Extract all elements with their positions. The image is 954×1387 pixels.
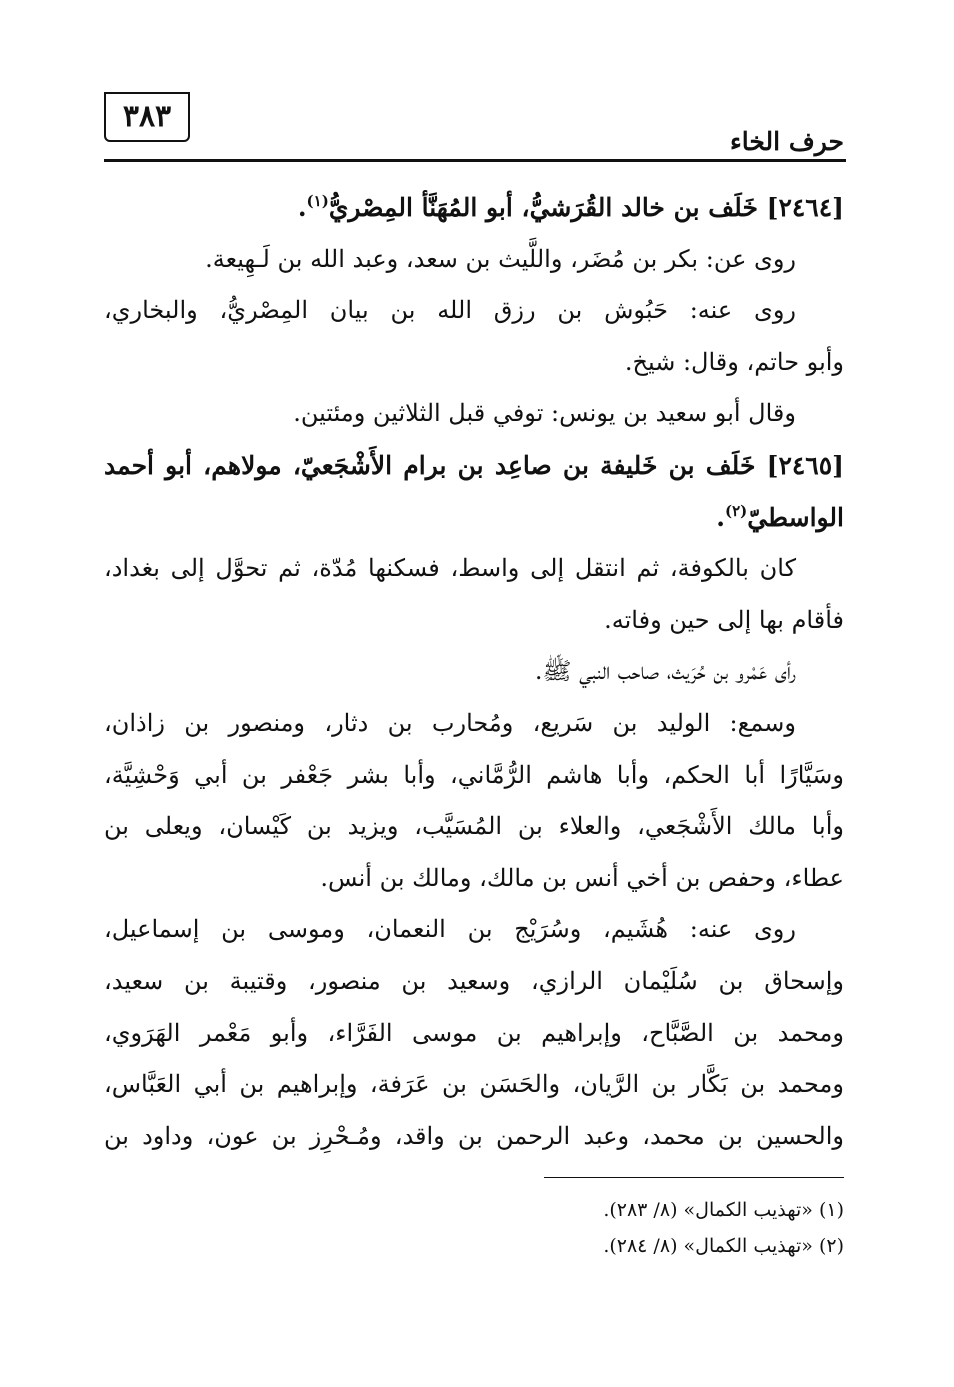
running-header-title: حرف الخاء [730,127,844,156]
entry-2465-narrators-line-3: ومحمد بن الصَّبَّاح، وإبراهيم بن موسى الفَرَّاء، وأبو مَعْمر الهَرَوي، [104,1018,844,1047]
footnote-2: (٢) «تهذيب الكمال» (٨/ ٢٨٤). [603,1235,844,1257]
footnote-mark-2: (٢) [725,501,748,520]
entry-2464-narrators-line-2: وأبو حاتم، وقال: شيخ. [624,347,844,376]
entry-2464-heading [104,182,844,234]
entry-2464-heading-text: [٢٤٦٤] خَلَف بن خالد القُرَشيُّ، أبو المُهَنَّأ المِصْريُّ [328,193,844,222]
entry-2464-death-note: وقال أبو سعيد بن يونس: توفي قبل الثلاثين ومئتين. [293,399,796,428]
page-number-box: ٣٨٣ [104,92,190,142]
entry-2465-heading-period: . [716,502,725,532]
header-rule [104,159,846,162]
entry-2464-heading-period: . [297,193,307,222]
entry-2465-heard-line-2: وسَيَّارًا أبا الحكم، وأبا هاشم الرُّمَّاني، وأبا بشر جَعْفر بن أبي وَحْشِيَّة، [104,760,844,789]
entry-2465-narrators-line-1: روى عنه: هُشَيم، وسُرَيْج بن النعمان، وموسى بن إسماعيل، [104,915,796,944]
entry-2465-biography-line-2: فأقام بها إلى حين وفاته. [604,605,844,634]
entry-2465-saw-line: رأى عَمْرو بن حُرَيث، صاحب النبي ﷺ. [534,657,796,686]
footnote-1: (١) «تهذيب الكمال» (٨/ ٢٨٣). [603,1199,844,1221]
entry-2465-heard-line-1: وسمع: الوليد بن سَريع، ومُحارب بن دثار، ومنصور بن زاذان، [104,708,796,737]
entry-2465-narrators-line-4: ومحمد بن بَكَّار بن الرَّيان، والحَسَن بن عَرَفة، وإبراهيم بن أبي العَبَّاس، [104,1070,844,1099]
footnote-separator [544,1177,844,1178]
main-text [104,182,844,1162]
entry-2465-heading-line-2 [104,492,844,544]
entry-2465-heard-line-3: وأبا مالك الأَشْجَعي، والعلاء بن المُسَيَّب، ويزيد بن كَيْسان، ويعلى بن [104,812,844,841]
entry-2465-heading-line-1: [٢٤٦٥] خَلَف بن خَليفة بن صاعِد بن برام الأَشْجَعيّ، مولاهم، أبو أحمد [104,450,844,480]
entry-2465-biography-line-1: كان بالكوفة، ثم انتقل إلى واسط، فسكنها مُدّة، ثم تحوَّل إلى بغداد، [104,554,796,583]
entry-2464-narrators-line-1: روى عنه: حَبُوش بن رزق الله بن بيان المِصْريُّ، والبخاري، [104,296,796,325]
entry-2465-narrators-line-5: والحسين بن محمد، وعبد الرحمن بن واقد، ومُـحْرِز بن عون، وداود بن [104,1121,844,1150]
entry-2465-narrators-line-2: وإسحاق بن سُلَيْمان الرازي، وسعيد بن منصور، وقتيبة بن سعيد، [104,966,844,995]
entry-2465-heard-line-4: عطاء، وحفص بن أخي أنس بن مالك، ومالك بن أنس. [320,863,844,892]
footnote-mark-1: (١) [306,192,329,210]
entry-2464-narrated-from: روى عن: بكر بن مُضَر، واللَّيث بن سعد، وعبد الله بن لَـهِيعة. [205,244,796,273]
entry-2465-heading-text: الواسطيّ [747,502,844,532]
footnotes [104,1192,844,1264]
